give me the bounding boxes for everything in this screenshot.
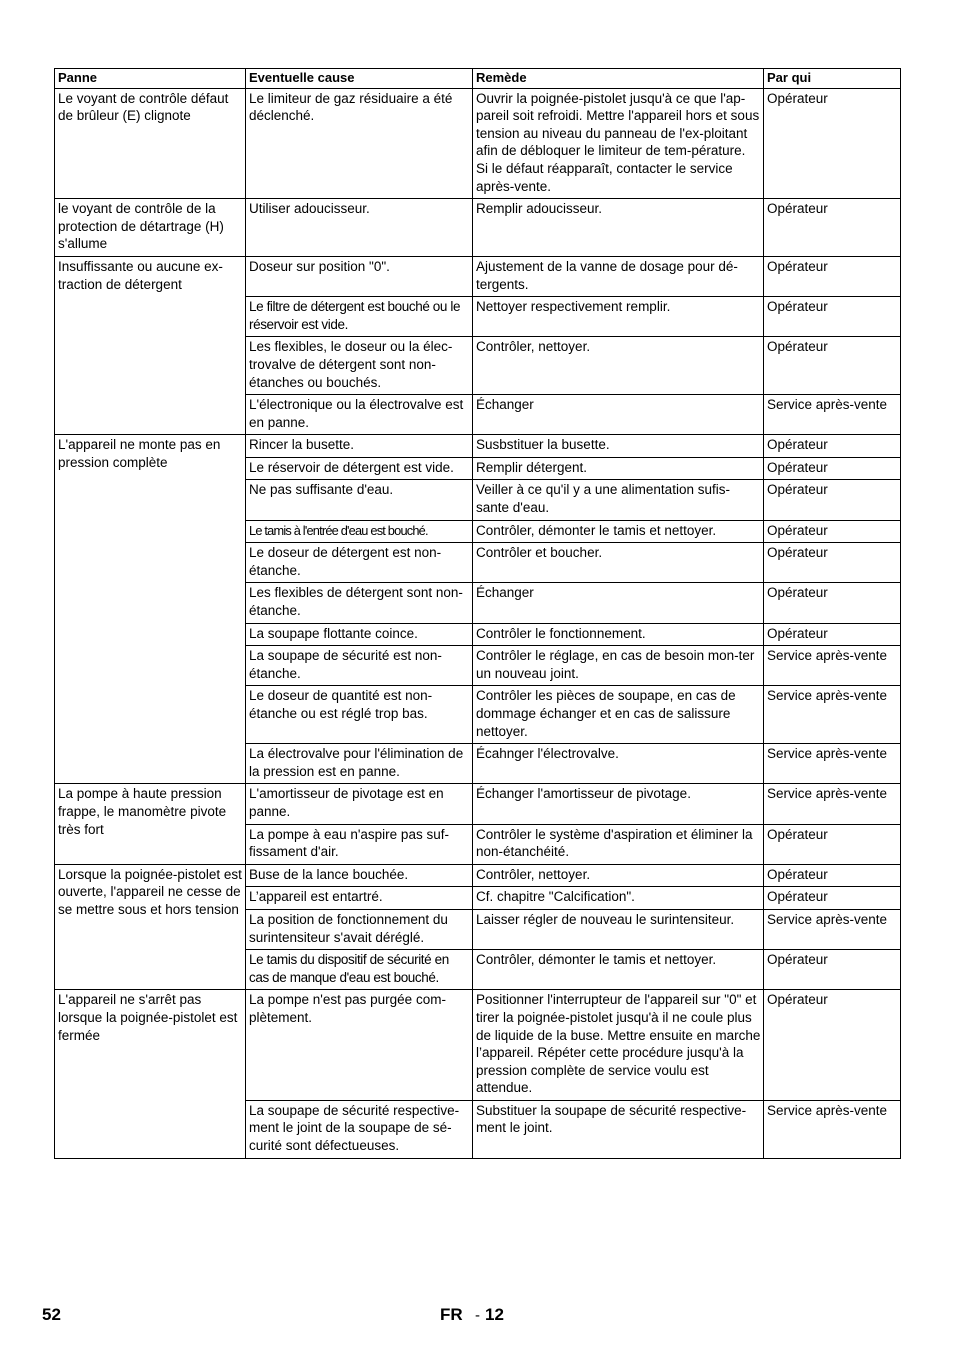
table-row — [55, 199, 901, 257]
cause-cell: Le filtre de détergent est bouché ou le réservoir est vide. — [246, 297, 473, 337]
page-separator: - — [475, 1307, 480, 1324]
qui-cell: Opérateur — [764, 623, 901, 646]
qui-cell: Opérateur — [764, 457, 901, 480]
remede-cell: Échanger l'amortisseur de pivotage. — [473, 784, 764, 824]
qui-cell: Opérateur — [764, 950, 901, 990]
page-number: 52 — [42, 1305, 61, 1324]
cause-cell: Le tamis du dispositif de sécurité en cas de manque d'eau est bouché. — [246, 950, 473, 990]
panne-cell: L'appareil ne monte pas en pression complète — [55, 435, 246, 784]
remede-cell: Contrôler le système d'aspiration et éliminer la non-étanchéité. — [473, 824, 764, 864]
remede-cell: Laisser régler de nouveau le surintensiteur. — [473, 909, 764, 949]
cause-cell: La pompe à eau n'aspire pas suf-fissament d'air. — [246, 824, 473, 864]
remede-cell: Contrôler, nettoyer. — [473, 337, 764, 395]
remede-cell: Contrôler le réglage, en cas de besoin mon-ter un nouveau joint. — [473, 646, 764, 686]
cause-cell: L’appareil est entartré. — [246, 887, 473, 910]
cause-cell: Utiliser adoucisseur. — [246, 199, 473, 257]
remede-cell: Susbstituer la busette. — [473, 435, 764, 458]
cause-cell: Buse de la lance bouchée. — [246, 864, 473, 887]
panne-cell: La pompe à haute pression frappe, le manomètre pivote très fort — [55, 784, 246, 864]
remede-cell: Contrôler les pièces de soupape, en cas de dommage échanger et en cas de salissure nettoyer. — [473, 686, 764, 744]
cause-cell: La position de fonctionnement du surintensiteur s'avait déréglé. — [246, 909, 473, 949]
cause-cell: La soupape de sécurité respective-ment le joint de la soupape de sé-curité sont défectueuses. — [246, 1100, 473, 1158]
remede-cell: Contrôler et boucher. — [473, 543, 764, 583]
remede-cell: Remplir adoucisseur. — [473, 199, 764, 257]
qui-cell: Opérateur — [764, 543, 901, 583]
qui-cell: Opérateur — [764, 990, 901, 1101]
cause-cell: Le limiteur de gaz résiduaire a été déclenché. — [246, 88, 473, 199]
cause-cell: La soupape de sécurité est non-étanche. — [246, 646, 473, 686]
qui-cell: Service après-vente — [764, 395, 901, 435]
cause-cell: Doseur sur position "0". — [246, 256, 473, 296]
qui-cell: Opérateur — [764, 864, 901, 887]
cause-cell: L'électronique ou la électrovalve est en panne. — [246, 395, 473, 435]
cause-cell: L'amortisseur de pivotage est en panne. — [246, 784, 473, 824]
cause-cell: Les flexibles de détergent sont non-étanche. — [246, 583, 473, 623]
remede-cell: Contrôler, démonter le tamis et nettoyer. — [473, 950, 764, 990]
qui-cell: Opérateur — [764, 824, 901, 864]
cause-cell: Rincer la busette. — [246, 435, 473, 458]
panne-cell: L'appareil ne s'arrêt pas lorsque la poignée-pistolet est fermée — [55, 990, 246, 1158]
cause-cell: Les flexibles, le doseur ou la élec-trovalve de détergent sont non-étanches ou bouchés. — [246, 337, 473, 395]
header-panne: Panne — [55, 69, 246, 89]
cause-cell: La électrovalve pour l'élimination de la pression est en panne. — [246, 744, 473, 784]
panne-cell: Lorsque la poignée-pistolet est ouverte, l'appareil ne cesse de se mettre sous et hors tension — [55, 864, 246, 990]
table-row — [55, 88, 901, 199]
qui-cell: Opérateur — [764, 256, 901, 296]
remede-cell: Contrôler, nettoyer. — [473, 864, 764, 887]
remede-cell: Contrôler le fonctionnement. — [473, 623, 764, 646]
table-row — [55, 864, 901, 887]
cause-cell: Le doseur de quantité est non-étanche ou est réglé trop bas. — [246, 686, 473, 744]
qui-cell: Opérateur — [764, 88, 901, 199]
qui-cell: Service après-vente — [764, 1100, 901, 1158]
panne-cell: le voyant de contrôle de la protection de détartrage (H) s'allume — [55, 199, 246, 257]
remede-cell: Veiller à ce qu'il y a une alimentation sufis-sante d'eau. — [473, 480, 764, 520]
qui-cell: Opérateur — [764, 199, 901, 257]
section-page-number: 12 — [485, 1305, 504, 1324]
header-remede: Remède — [473, 69, 764, 89]
header-par-qui: Par qui — [764, 69, 901, 89]
remede-cell: Ajustement de la vanne de dosage pour dé-tergents. — [473, 256, 764, 296]
qui-cell: Opérateur — [764, 337, 901, 395]
qui-cell: Opérateur — [764, 520, 901, 543]
table-row — [55, 990, 901, 1101]
table-row — [55, 256, 901, 296]
remede-cell: Échanger — [473, 583, 764, 623]
table-row — [55, 784, 901, 824]
header-cause: Eventuelle cause — [246, 69, 473, 89]
remede-cell: Écahnger l'électrovalve. — [473, 744, 764, 784]
qui-cell: Opérateur — [764, 435, 901, 458]
qui-cell: Service après-vente — [764, 784, 901, 824]
cause-cell: La soupape flottante coince. — [246, 623, 473, 646]
remede-cell: Cf. chapitre "Calcification". — [473, 887, 764, 910]
remede-cell: Nettoyer respectivement remplir. — [473, 297, 764, 337]
remede-cell: Positionner l'interrupteur de l'appareil sur "0" et tirer la poignée-pistolet jusqu'à il ne coule plus de liquide de la buse. Mettre ensuite en marche l’appareil. Répéter cette procédure jusqu'à la pression complète de service voulu est attendue. — [473, 990, 764, 1101]
qui-cell: Opérateur — [764, 480, 901, 520]
qui-cell: Opérateur — [764, 583, 901, 623]
panne-cell: Le voyant de contrôle défaut de brûleur (E) clignote — [55, 88, 246, 199]
remede-cell: Échanger — [473, 395, 764, 435]
qui-cell: Opérateur — [764, 297, 901, 337]
remede-cell: Substituer la soupape de sécurité respective-ment le joint. — [473, 1100, 764, 1158]
cause-cell: Le doseur de détergent est non-étanche. — [246, 543, 473, 583]
language-code: FR — [440, 1305, 463, 1324]
qui-cell: Opérateur — [764, 887, 901, 910]
qui-cell: Service après-vente — [764, 646, 901, 686]
cause-cell: La pompe n'est pas purgée com-plètement. — [246, 990, 473, 1101]
table-header-row — [55, 69, 901, 89]
remede-cell: Ouvrir la poignée-pistolet jusqu'à ce que l'ap-pareil soit refroidi. Mettre l'appareil hors et sous tension au niveau du panneau de l'ex-ploitant afin de débloquer le limiteur de tem-pérature. Si le défaut réapparaît, contacter le service après-vente. — [473, 88, 764, 199]
panne-cell: Insuffissante ou aucune ex-traction de détergent — [55, 256, 246, 434]
qui-cell: Service après-vente — [764, 686, 901, 744]
cause-cell: Le tamis à l'entrée d'eau est bouché. — [246, 520, 473, 543]
troubleshooting-table — [54, 68, 901, 1159]
cause-cell: Le réservoir de détergent est vide. — [246, 457, 473, 480]
table-row — [55, 435, 901, 458]
qui-cell: Service après-vente — [764, 744, 901, 784]
qui-cell: Service après-vente — [764, 909, 901, 949]
remede-cell: Contrôler, démonter le tamis et nettoyer. — [473, 520, 764, 543]
cause-cell: Ne pas suffisante d'eau. — [246, 480, 473, 520]
remede-cell: Remplir détergent. — [473, 457, 764, 480]
